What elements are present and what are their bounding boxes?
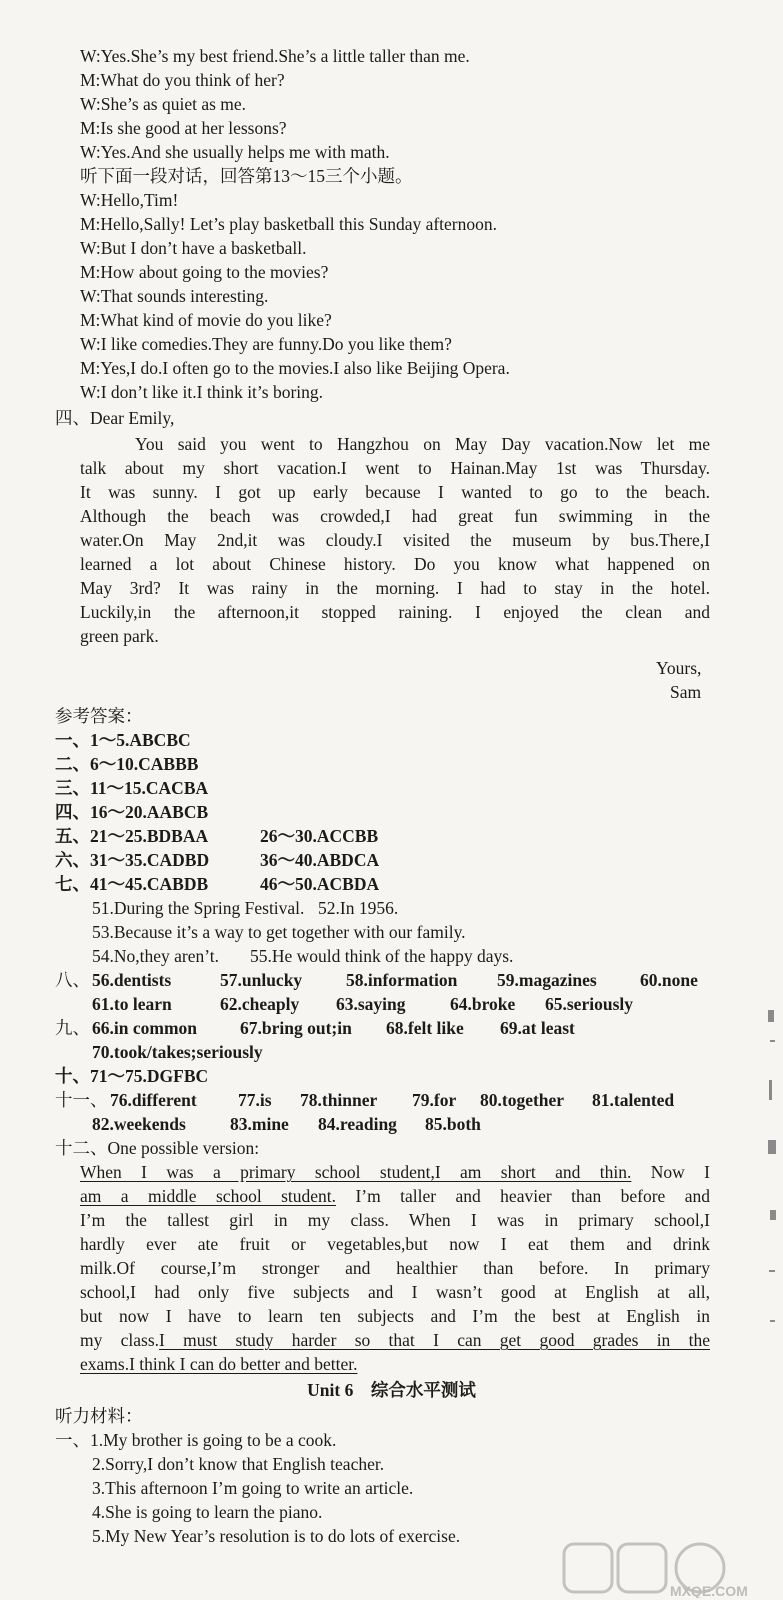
- answer-item: 62.cheaply: [220, 994, 300, 1014]
- essay-line: [80, 1329, 710, 1351]
- listening-item: 3.This afternoon I’m going to write an article.: [92, 1478, 414, 1498]
- answer-item: 55.He would think of the happy days.: [250, 946, 514, 966]
- letter-closing: Yours,: [656, 658, 702, 678]
- answer-item: 66.in common: [92, 1018, 197, 1038]
- essay-line: school,I had only five subjects and I wasn’t good at English at all,: [80, 1282, 710, 1302]
- section-intro: 听下面一段对话，回答第13～15三个小题。: [80, 166, 413, 186]
- answer-item: 70.took/takes;seriously: [92, 1042, 263, 1062]
- dialogue-line: M:What kind of movie do you like?: [80, 310, 332, 330]
- dialogue-line: W:But I don’t have a basketball.: [80, 238, 307, 258]
- answer-row: 五、21～25.BDBAA: [55, 826, 209, 846]
- essay-underlined: I must study harder so that I can get good grades in the: [159, 1330, 710, 1350]
- letter-salutation: 四、Dear Emily,: [55, 408, 175, 428]
- dialogue-line: W:Hello,Tim!: [80, 190, 179, 210]
- dialogue-line: W:She’s as quiet as me.: [80, 94, 247, 114]
- answer-row: 三、11～15.CACBA: [55, 778, 209, 798]
- dialogue-line: M:How about going to the movies?: [80, 262, 329, 282]
- margin-mark: [768, 1140, 776, 1154]
- dialogue-line: M:Hello,Sally! Let’s play basketball this Sunday afternoon.: [80, 214, 498, 234]
- answer-row: 十二、One possible version:: [55, 1138, 260, 1158]
- margin-mark: [769, 1080, 772, 1100]
- answer-row: 二、6～10.CABBB: [55, 754, 199, 774]
- answer-item: 81.talented: [592, 1090, 675, 1110]
- essay-line: [80, 1185, 710, 1207]
- letter-line: It was sunny. I got up early because I wanted to go to the beach.: [80, 482, 710, 502]
- letter-line: Although the beach was crowded,I had great fun swimming in the: [80, 506, 710, 526]
- essay-text: my class.: [80, 1330, 160, 1350]
- margin-mark: [770, 1210, 776, 1220]
- answer-row: 26～30.ACCBB: [260, 826, 379, 846]
- dialogue-line: M:What do you think of her?: [80, 70, 285, 90]
- essay-line: milk.Of course,I’m stronger and healthier than before. In primary: [80, 1258, 710, 1278]
- answer-item: 82.weekends: [92, 1114, 186, 1134]
- listening-heading: 听力材料：: [55, 1406, 143, 1426]
- margin-mark: [770, 1320, 775, 1322]
- essay-text: I’m taller and heavier than before and: [355, 1186, 711, 1206]
- answer-item: 59.magazines: [497, 970, 597, 990]
- margin-mark: [768, 1010, 774, 1022]
- answer-item: 60.none: [640, 970, 698, 990]
- essay-line: but now I have to learn ten subjects and I’m the best at English in: [80, 1306, 710, 1326]
- watermark-text: MXQE.COM: [670, 1583, 748, 1598]
- answer-item: 85.both: [425, 1114, 481, 1134]
- answer-item: 78.thinner: [300, 1090, 378, 1110]
- answer-item: 68.felt like: [386, 1018, 464, 1038]
- essay-underlined: exams.I think I can do better and better.: [80, 1354, 358, 1374]
- listening-item: 4.She is going to learn the piano.: [92, 1502, 323, 1522]
- answer-row: 46～50.ACBDA: [260, 874, 380, 894]
- dialogue-line: W:Yes.She’s my best friend.She’s a little taller than me.: [80, 46, 470, 66]
- answer-row: 六、31～35.CADBD: [55, 850, 210, 870]
- letter-line: water.On May 2nd,it was cloudy.I visited the museum by bus.There,I: [80, 530, 710, 550]
- watermark-logo: [560, 1540, 780, 1598]
- essay-underlined: am a middle school student.: [80, 1186, 337, 1206]
- answer-item: 84.reading: [318, 1114, 397, 1134]
- essay-line: I’m the tallest girl in my class. When I was in primary school,I: [80, 1210, 710, 1230]
- answer-item: 83.mine: [230, 1114, 289, 1134]
- essay-line: hardly ever ate fruit or vegetables,but now I eat them and drink: [80, 1234, 710, 1254]
- answer-item: 58.information: [346, 970, 458, 990]
- answer-row: 十、71～75.DGFBC: [55, 1066, 209, 1086]
- answer-prefix: 九、: [55, 1018, 90, 1038]
- answer-item: 65.seriously: [545, 994, 633, 1014]
- answer-item: 52.In 1956.: [318, 898, 399, 918]
- dialogue-line: W:I don’t like it.I think it’s boring.: [80, 382, 324, 402]
- answer-item: 77.is: [238, 1090, 272, 1110]
- dialogue-line: W:I like comedies.They are funny.Do you like them?: [80, 334, 452, 354]
- dialogue-line: W:That sounds interesting.: [80, 286, 269, 306]
- answer-item: 54.No,they aren’t.: [92, 946, 220, 966]
- essay-line: [80, 1353, 357, 1375]
- answer-item: 61.to learn: [92, 994, 172, 1014]
- essay-text: Now I: [650, 1162, 711, 1182]
- dialogue-line: M:Yes,I do.I often go to the movies.I also like Beijing Opera.: [80, 358, 510, 378]
- letter-line: green park.: [80, 626, 159, 646]
- answer-item: 64.broke: [450, 994, 516, 1014]
- answer-item: 63.saying: [336, 994, 406, 1014]
- answer-row: 一、1～5.ABCBC: [55, 730, 191, 750]
- dialogue-line: M:Is she good at her lessons?: [80, 118, 287, 138]
- essay-line: [80, 1161, 710, 1183]
- listening-item: 5.My New Year’s resolution is to do lots of exercise.: [92, 1526, 461, 1546]
- letter-line: Luckily,in the afternoon,it stopped raining. I enjoyed the clean and: [80, 602, 710, 622]
- answers-heading: 参考答案：: [55, 706, 143, 726]
- listening-item: 2.Sorry,I don’t know that English teacher.: [92, 1454, 385, 1474]
- letter-line: You said you went to Hangzhou on May Day vacation.Now let me: [135, 434, 710, 454]
- answer-row: 七、41～45.CABDB: [55, 874, 209, 894]
- letter-line: May 3rd? It was rainy in the morning. I had to stay in the hotel.: [80, 578, 710, 598]
- answer-prefix: 十一、: [55, 1090, 108, 1110]
- answer-item: 57.unlucky: [220, 970, 303, 990]
- essay-underlined: When I was a primary school student,I am short and thin.: [80, 1162, 632, 1182]
- answer-item: 69.at least: [500, 1018, 575, 1038]
- answer-item: 53.Because it’s a way to get together with our family.: [92, 922, 466, 942]
- letter-signature: Sam: [670, 682, 702, 702]
- unit-title: Unit 6 综合水平测试: [307, 1380, 476, 1400]
- letter-line: learned a lot about Chinese history. Do you know what happened on: [80, 554, 710, 574]
- answer-row: 四、16～20.AABCB: [55, 802, 209, 822]
- answer-prefix: 八、: [55, 970, 90, 990]
- margin-mark: [770, 1040, 775, 1042]
- listening-item: 一、1.My brother is going to be a cook.: [55, 1430, 337, 1450]
- letter-line: talk about my short vacation.I went to Hainan.May 1st was Thursday.: [80, 458, 710, 478]
- answer-item: 79.for: [412, 1090, 457, 1110]
- answer-item: 67.bring out;in: [240, 1018, 352, 1038]
- answer-item: 51.During the Spring Festival.: [92, 898, 305, 918]
- dialogue-line: W:Yes.And she usually helps me with math.: [80, 142, 390, 162]
- answer-row: 36～40.ABDCA: [260, 850, 380, 870]
- answer-item: 80.together: [480, 1090, 565, 1110]
- answer-item: 76.different: [110, 1090, 197, 1110]
- answer-item: 56.dentists: [92, 970, 172, 990]
- margin-mark: [769, 1270, 775, 1272]
